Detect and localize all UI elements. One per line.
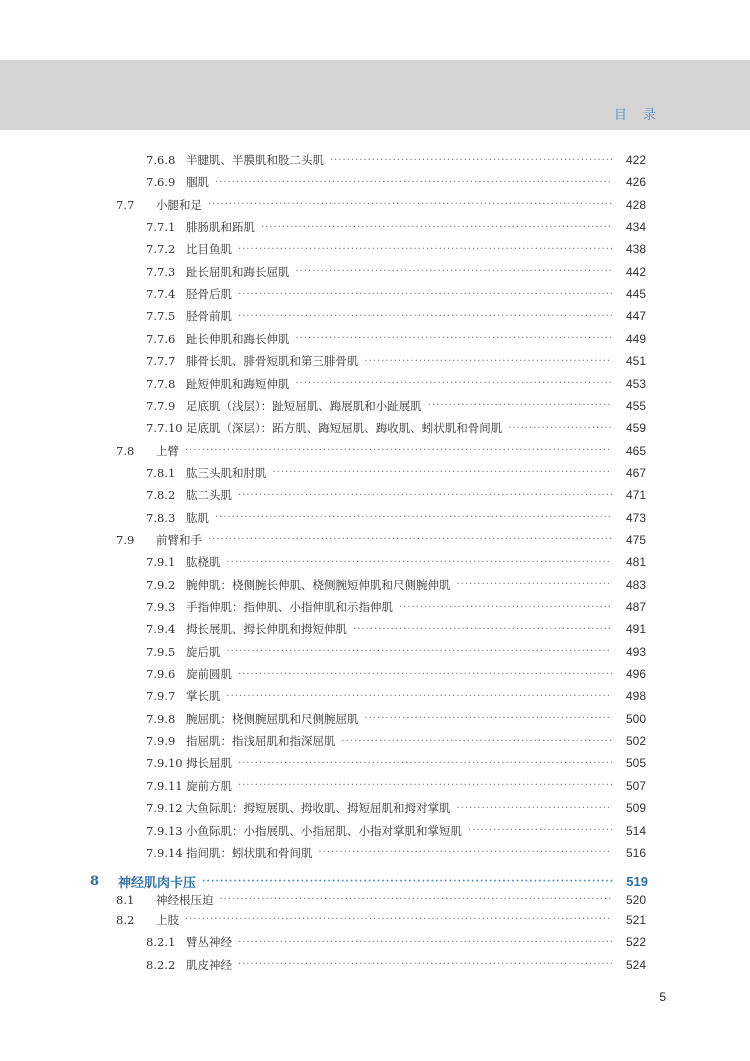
toc-entry[interactable] [146, 686, 646, 706]
toc-leader-dots [208, 199, 612, 210]
toc-entry-number: 7.7 [116, 197, 135, 212]
toc-leader-dots [399, 602, 612, 613]
toc-entry-page: 505 [625, 756, 646, 771]
toc-entry[interactable] [146, 552, 646, 572]
toc-leader-dots [220, 894, 613, 905]
toc-entry[interactable] [146, 798, 646, 818]
toc-entry-page: 496 [625, 667, 646, 682]
toc-entry-page: 426 [625, 175, 646, 190]
toc-entry-page: 467 [625, 465, 646, 480]
toc-entry-title: 旋前圆肌 [186, 667, 232, 682]
toc-entry-title: 前臂和手 [156, 532, 202, 547]
toc-leader-dots [296, 266, 613, 277]
toc-entry-number: 7.7.6 [146, 331, 176, 346]
toc-entry-title: 肌皮神经 [186, 957, 232, 972]
toc-entry-title: 神经根压迫 [156, 892, 214, 907]
toc-leader-dots [208, 534, 612, 545]
toc-entry-title: 胫骨后肌 [186, 287, 232, 302]
toc-leader-dots [273, 467, 613, 478]
toc-entry-number: 7.7.2 [146, 242, 176, 257]
toc-entry-number: 7.7.3 [146, 264, 176, 279]
toc-entry-number: 7.6.8 [146, 153, 176, 167]
toc-entry-title: 臂丛神经 [186, 935, 232, 950]
toc-entry[interactable] [146, 463, 646, 483]
toc-entry-number: 7.9.5 [146, 644, 176, 659]
toc-entry-number: 7.9.6 [146, 667, 176, 682]
toc-entry[interactable] [146, 753, 646, 773]
toc-entry-title: 腓肠肌和跖肌 [186, 220, 255, 235]
toc-leader-dots [319, 847, 613, 858]
toc-entry-page: 442 [625, 264, 646, 279]
toc-entry[interactable] [146, 642, 646, 662]
toc-entry-title: 小鱼际肌：小指展肌、小指屈肌、小指对掌肌和掌短肌 [186, 823, 462, 838]
toc-entry-title: 腕屈肌：桡侧腕屈肌和尺侧腕屈肌 [186, 711, 359, 726]
toc-entry-number: 7.7.4 [146, 287, 176, 302]
toc-leader-dots [215, 512, 612, 523]
toc-entry-page: 455 [625, 398, 646, 413]
toc-leader-dots [457, 579, 613, 590]
toc-entry[interactable] [146, 418, 646, 438]
toc-entry[interactable] [146, 150, 646, 170]
toc-leader-dots [227, 646, 613, 657]
toc-entry-page: 459 [625, 421, 646, 436]
toc-leader-dots [202, 876, 614, 887]
toc-entry[interactable] [146, 284, 646, 304]
toc-leader-dots [238, 937, 612, 948]
toc-entry[interactable] [116, 530, 646, 550]
page-title: 目 录 [613, 108, 662, 123]
toc-entry-number: 7.7.8 [146, 376, 176, 391]
toc-entry-page: 524 [625, 957, 646, 972]
page-number: 5 [659, 990, 666, 1004]
toc-entry-number: 7.9 [116, 532, 135, 547]
toc-entry-title: 上臂 [156, 443, 179, 458]
toc-entry-number: 7.9.4 [146, 622, 176, 637]
toc-entry-number: 7.7.1 [146, 220, 176, 235]
toc-entry-title: 指间肌：蚓状肌和骨间肌 [186, 845, 313, 860]
toc-entry-page: 507 [625, 778, 646, 793]
toc-leader-dots [238, 490, 612, 501]
toc-entry-page: 434 [625, 220, 646, 235]
toc-leader-dots [238, 758, 612, 769]
toc-entry-number: 8.2.2 [146, 957, 176, 972]
toc-entry[interactable] [146, 619, 646, 639]
toc-entry-title: 肱肌 [186, 510, 209, 525]
toc-entry-number: 7.9.8 [146, 711, 176, 726]
toc-entry-page: 522 [625, 935, 646, 950]
toc-entry-number: 8.1 [116, 892, 135, 907]
toc-entry[interactable] [146, 396, 646, 416]
toc-entry-title: 旋前方肌 [186, 778, 232, 793]
toc-leader-dots [238, 289, 612, 300]
toc-entry-title: 上肢 [156, 912, 179, 927]
toc-leader-dots [365, 356, 613, 367]
toc-entry[interactable] [146, 262, 646, 282]
toc-entry-page: 493 [625, 644, 646, 659]
toc-entry-title: 足底肌（浅层）：趾短屈肌、踇展肌和小趾展肌 [186, 398, 422, 413]
toc-leader-dots [215, 177, 612, 188]
toc-entry-page: 498 [625, 689, 646, 704]
toc-entry-number: 8.2 [116, 912, 135, 927]
toc-leader-dots [238, 244, 612, 255]
toc-entry-number: 7.7.7 [146, 354, 176, 369]
toc-entry-page: 521 [625, 912, 646, 927]
toc-entry-number: 7.9.12 [146, 801, 183, 816]
toc-entry-page: 509 [625, 801, 646, 816]
toc-entry-title: 趾长伸肌和踇长伸肌 [186, 331, 290, 346]
toc-entry-page: 502 [625, 734, 646, 749]
toc-entry[interactable] [116, 195, 646, 215]
toc-entry-page: 500 [625, 711, 646, 726]
toc-leader-dots [342, 736, 613, 747]
toc-entry-title: 手指伸肌：指伸肌、小指伸肌和示指伸肌 [186, 600, 393, 614]
toc-entry-number: 8.2.1 [146, 935, 176, 950]
toc-entry-title: 腘肌 [186, 175, 209, 190]
toc-leader-dots [508, 423, 612, 434]
toc-entry-title: 半腱肌、半膜肌和股二头肌 [186, 153, 324, 167]
toc-entry[interactable] [146, 821, 646, 841]
toc-entry-title: 趾短伸肌和踇短伸肌 [186, 376, 290, 391]
toc-entry-number: 7.6.9 [146, 175, 176, 190]
toc-entry-title: 小腿和足 [156, 197, 202, 212]
toc-entry-title: 腕伸肌：桡侧腕长伸肌、桡侧腕短伸肌和尺侧腕伸肌 [186, 577, 451, 592]
toc-entry-number: 7.9.11 [146, 778, 183, 793]
toc-entry-page: 422 [625, 153, 646, 167]
toc-entry-title: 掌长肌 [186, 689, 221, 704]
toc-leader-dots [353, 624, 612, 635]
toc-entry-number: 7.7.10 [146, 421, 183, 436]
toc-entry-title: 趾长屈肌和踇长屈肌 [186, 264, 290, 279]
toc-entry[interactable] [116, 890, 646, 910]
toc-entry-number: 7.7.9 [146, 398, 176, 413]
toc-entry-title: 拇长屈肌 [186, 756, 232, 771]
toc-leader-dots [238, 311, 612, 322]
toc-entry[interactable] [146, 172, 646, 192]
toc-entry[interactable] [146, 575, 646, 595]
toc-entry[interactable] [146, 374, 646, 394]
toc-entry-page: 483 [625, 577, 646, 592]
toc-entry-page: 473 [625, 510, 646, 525]
toc-entry-title: 肱二头肌 [186, 488, 232, 503]
toc-entry[interactable] [146, 731, 646, 751]
toc-leader-dots [365, 713, 613, 724]
toc-entry-page: 428 [625, 197, 646, 212]
toc-leader-dots [428, 400, 612, 411]
toc-leader-dots [296, 378, 613, 389]
toc-entry-title: 拇长展肌、拇长伸肌和拇短伸肌 [186, 622, 347, 637]
toc-entry-page: 491 [625, 622, 646, 637]
toc-entry[interactable] [116, 441, 646, 461]
toc-entry-page: 465 [625, 443, 646, 458]
toc-leader-dots [185, 445, 612, 456]
toc-entry-title: 指屈肌：指浅屈肌和指深屈肌 [186, 734, 336, 749]
toc-entry-title: 肱三头肌和肘肌 [186, 465, 267, 480]
toc-entry[interactable] [146, 485, 646, 505]
toc-entry-page: 481 [625, 555, 646, 570]
toc-entry-number: 7.9.1 [146, 555, 176, 570]
toc-entry-number: 7.8 [116, 443, 135, 458]
toc-entry-number: 7.8.2 [146, 488, 176, 503]
toc-entry[interactable] [146, 955, 646, 975]
toc-entry-title: 足底肌（深层）：跖方肌、踇短屈肌、踇收肌、蚓状肌和骨间肌 [186, 421, 503, 436]
toc-leader-dots [227, 557, 613, 568]
toc-entry-title: 肱桡肌 [186, 555, 221, 570]
toc-leader-dots [468, 825, 612, 836]
toc-leader-dots [457, 803, 613, 814]
toc-entry-number: 7.8.3 [146, 510, 176, 525]
toc-entry-title: 神经肌肉卡压 [118, 875, 197, 891]
toc-entry[interactable] [146, 709, 646, 729]
toc-entry[interactable] [146, 843, 646, 863]
toc-entry[interactable] [116, 910, 646, 930]
toc-leader-dots [185, 914, 612, 925]
toc-leader-dots [238, 780, 612, 791]
toc-entry-number: 7.7.5 [146, 309, 176, 324]
toc-entry-number: 7.9.3 [146, 600, 176, 614]
toc-entry[interactable] [146, 351, 646, 371]
toc-entry-page: 438 [625, 242, 646, 257]
toc-entry-title: 腓骨长肌、腓骨短肌和第三腓骨肌 [186, 354, 359, 369]
toc-leader-dots [296, 333, 613, 344]
toc-entry-page: 471 [625, 488, 646, 503]
toc-entry[interactable] [146, 597, 646, 617]
toc-entry-page: 451 [625, 354, 646, 369]
toc-leader-dots [238, 959, 612, 970]
toc-entry-page: 487 [625, 600, 646, 614]
toc-entry-page: 445 [625, 287, 646, 302]
toc-entry-number: 7.9.10 [146, 756, 183, 771]
toc-entry[interactable] [146, 932, 646, 952]
toc-entry[interactable] [146, 239, 646, 259]
toc-entry-page: 519 [626, 873, 648, 889]
toc-entry[interactable] [146, 508, 646, 528]
toc-leader-dots [227, 691, 613, 702]
toc-entry[interactable] [146, 664, 646, 684]
toc-entry[interactable] [146, 217, 646, 237]
toc-entry-page: 520 [625, 892, 646, 907]
toc-leader-dots [238, 669, 612, 680]
toc-leader-dots [261, 222, 612, 233]
toc-entry-page: 516 [625, 845, 646, 860]
toc-entry-page: 453 [625, 376, 646, 391]
toc-entry[interactable] [146, 776, 646, 796]
toc-entry-number: 7.9.13 [146, 823, 183, 838]
toc-entry-title: 旋后肌 [186, 644, 221, 659]
toc-entry-number: 8 [90, 873, 100, 889]
toc-entry-title: 比目鱼肌 [186, 242, 232, 257]
toc-entry-number: 7.9.2 [146, 577, 176, 592]
toc-entry-title: 胫骨前肌 [186, 309, 232, 324]
toc-leader-dots [330, 155, 612, 166]
toc-entry-page: 514 [625, 823, 646, 838]
toc-entry[interactable] [146, 329, 646, 349]
toc-entry-number: 7.9.7 [146, 689, 176, 704]
toc-entry-page: 447 [625, 309, 646, 324]
toc-entry-number: 7.9.9 [146, 734, 176, 749]
toc-entry[interactable] [90, 871, 648, 891]
toc-entry[interactable] [146, 306, 646, 326]
toc-entry-page: 475 [625, 532, 646, 547]
toc-entry-title: 大鱼际肌：拇短展肌、拇收肌、拇短屈肌和拇对掌肌 [186, 801, 451, 816]
toc-entry-number: 7.9.14 [146, 845, 183, 860]
toc-entry-number: 7.8.1 [146, 465, 176, 480]
toc-entry-page: 449 [625, 331, 646, 346]
